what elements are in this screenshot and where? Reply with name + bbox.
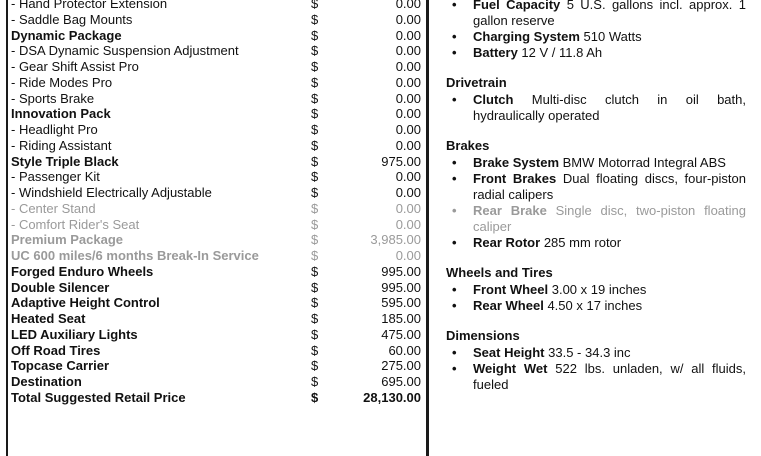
price-amount: 975.00 bbox=[381, 153, 421, 169]
price-label: Dynamic Package bbox=[11, 27, 122, 43]
price-currency: $ bbox=[311, 153, 319, 169]
spec-item bbox=[446, 298, 746, 314]
spec-item bbox=[446, 29, 746, 45]
wheels-list bbox=[446, 282, 746, 314]
spec-detail: Multi-disc clutch in oil bath, hydraulically operated bbox=[473, 92, 746, 123]
price-currency: $ bbox=[311, 295, 319, 311]
spec-item bbox=[446, 92, 746, 124]
price-amount: 0.00 bbox=[395, 137, 421, 153]
spec-item bbox=[446, 235, 746, 251]
price-row bbox=[11, 122, 423, 138]
drivetrain-heading: Drivetrain bbox=[446, 75, 507, 90]
price-currency: $ bbox=[311, 248, 319, 263]
price-label: - Sports Brake bbox=[11, 90, 95, 106]
price-amount: 475.00 bbox=[381, 326, 421, 342]
spec-name: Brake System bbox=[473, 155, 559, 170]
price-row bbox=[11, 327, 423, 343]
price-label: Heated Seat bbox=[11, 311, 86, 326]
spec-item bbox=[446, 203, 746, 235]
price-label: - DSA Dynamic Suspension Adjustment bbox=[11, 43, 239, 59]
price-row bbox=[11, 169, 423, 185]
price-label: Innovation Pack bbox=[11, 106, 111, 122]
price-row bbox=[11, 248, 423, 264]
price-label: Double Silencer bbox=[11, 279, 110, 295]
price-label: Topcase Carrier bbox=[11, 358, 110, 374]
price-currency: $ bbox=[311, 311, 319, 326]
price-currency: $ bbox=[311, 90, 319, 106]
price-row bbox=[11, 295, 423, 311]
price-amount: 995.00 bbox=[381, 279, 421, 295]
spec-name: Rear Wheel bbox=[473, 298, 544, 313]
price-label: Premium Package bbox=[11, 232, 124, 248]
spec-detail: BMW Motorrad Integral ABS bbox=[562, 155, 726, 170]
price-label: - Gear Shift Assist Pro bbox=[11, 59, 139, 74]
price-currency: $ bbox=[311, 374, 319, 389]
price-currency: $ bbox=[311, 106, 319, 122]
price-currency: $ bbox=[311, 11, 319, 27]
dimensions-list bbox=[446, 345, 746, 393]
price-currency: $ bbox=[311, 342, 319, 358]
price-amount: 0.00 bbox=[395, 0, 421, 11]
price-currency: $ bbox=[311, 185, 319, 200]
wheels-heading: Wheels and Tires bbox=[446, 265, 553, 280]
price-amount: 0.00 bbox=[395, 122, 421, 137]
price-amount: 0.00 bbox=[395, 185, 421, 200]
drivetrain-list bbox=[446, 92, 746, 124]
price-currency: $ bbox=[311, 216, 319, 232]
price-currency: $ bbox=[311, 200, 319, 216]
price-row bbox=[11, 358, 423, 374]
total-currency: $ bbox=[311, 389, 319, 405]
price-label: - Ride Modes Pro bbox=[11, 74, 113, 90]
price-currency: $ bbox=[311, 358, 319, 374]
price-label: - Passenger Kit bbox=[11, 169, 100, 185]
total-amount: 28,130.00 bbox=[363, 389, 421, 405]
spec-detail: Single disc, two-piston floating caliper bbox=[473, 203, 746, 234]
price-currency: $ bbox=[311, 326, 319, 342]
spec-item bbox=[446, 0, 746, 29]
spec-detail: 522 lbs. unladen, w/ all fluids, fueled bbox=[473, 361, 746, 392]
price-currency: $ bbox=[311, 279, 319, 295]
total-label: Total Suggested Retail Price bbox=[11, 389, 186, 405]
price-label: Off Road Tires bbox=[11, 342, 101, 358]
spec-name: Clutch bbox=[473, 92, 514, 107]
price-amount: 0.00 bbox=[395, 248, 421, 263]
price-amount: 995.00 bbox=[381, 263, 421, 279]
spec-sheet bbox=[446, 0, 746, 393]
price-row bbox=[11, 12, 423, 28]
price-amount: 0.00 bbox=[395, 106, 421, 122]
price-label: - Hand Protector Extension bbox=[11, 0, 168, 11]
price-label: UC 600 miles/6 months Break-In Service bbox=[11, 248, 259, 263]
price-row bbox=[11, 264, 423, 280]
price-row bbox=[11, 43, 423, 59]
brakes-list bbox=[446, 155, 746, 251]
price-currency: $ bbox=[311, 263, 319, 279]
price-row bbox=[11, 280, 423, 296]
spec-name: Front Brakes bbox=[473, 171, 557, 186]
spec-detail: 3.00 x 19 inches bbox=[551, 282, 647, 297]
spec-name: Battery bbox=[473, 45, 518, 60]
price-currency: $ bbox=[311, 137, 319, 153]
spec-detail: 5 U.S. gallons incl. approx. 1 gallon reserve bbox=[473, 0, 746, 28]
spec-detail: 4.50 x 17 inches bbox=[547, 298, 643, 313]
spec-name: Seat Height bbox=[473, 345, 545, 360]
price-row bbox=[11, 201, 423, 217]
column-divider bbox=[426, 0, 429, 456]
spec-detail: 510 Watts bbox=[583, 29, 642, 44]
spec-name: Fuel Capacity bbox=[473, 0, 561, 12]
price-amount: 0.00 bbox=[395, 43, 421, 59]
price-currency: $ bbox=[311, 0, 319, 11]
price-row bbox=[11, 59, 423, 75]
price-currency: $ bbox=[311, 122, 319, 137]
price-label: - Comfort Rider's Seat bbox=[11, 216, 140, 232]
spec-detail: 33.5 - 34.3 inc bbox=[548, 345, 631, 360]
price-row bbox=[11, 311, 423, 327]
price-list bbox=[11, 0, 423, 406]
price-currency: $ bbox=[311, 74, 319, 90]
price-label: Style Triple Black bbox=[11, 153, 119, 169]
spec-item bbox=[446, 155, 746, 171]
spec-name: Charging System bbox=[473, 29, 580, 44]
price-row bbox=[11, 91, 423, 107]
price-amount: 185.00 bbox=[381, 311, 421, 326]
price-amount: 0.00 bbox=[395, 74, 421, 90]
price-row bbox=[11, 185, 423, 201]
price-currency: $ bbox=[311, 43, 319, 59]
price-label: - Headlight Pro bbox=[11, 122, 98, 137]
price-currency: $ bbox=[311, 27, 319, 43]
spec-detail: Dual floating discs, four-piston radial calipers bbox=[473, 171, 746, 202]
spec-detail: 12 V / 11.8 Ah bbox=[521, 45, 603, 60]
price-currency: $ bbox=[311, 59, 319, 74]
price-label: - Riding Assistant bbox=[11, 137, 112, 153]
price-row bbox=[11, 154, 423, 170]
price-amount: 0.00 bbox=[395, 169, 421, 185]
price-amount: 0.00 bbox=[395, 59, 421, 74]
price-amount: 0.00 bbox=[395, 200, 421, 216]
spec-name: Front Wheel bbox=[473, 282, 549, 297]
price-row bbox=[11, 28, 423, 44]
price-row bbox=[11, 106, 423, 122]
price-label: LED Auxiliary Lights bbox=[11, 326, 138, 342]
price-amount: 3,985.00 bbox=[370, 232, 421, 248]
price-row bbox=[11, 374, 423, 390]
spec-item bbox=[446, 345, 746, 361]
price-amount: 595.00 bbox=[381, 295, 421, 311]
price-row bbox=[11, 0, 423, 12]
price-amount: 275.00 bbox=[381, 358, 421, 374]
price-row bbox=[11, 75, 423, 91]
price-label: - Windshield Electrically Adjustable bbox=[11, 185, 212, 200]
price-amount: 0.00 bbox=[395, 27, 421, 43]
spec-item bbox=[446, 282, 746, 298]
price-label: Destination bbox=[11, 374, 82, 389]
spec-detail: 285 mm rotor bbox=[543, 235, 622, 250]
price-amount: 0.00 bbox=[395, 11, 421, 27]
electrical-list bbox=[446, 0, 746, 61]
price-label: - Center Stand bbox=[11, 200, 96, 216]
price-amount: 0.00 bbox=[395, 90, 421, 106]
spec-name: Rear Brake bbox=[473, 203, 547, 218]
price-amount: 695.00 bbox=[381, 374, 421, 389]
dimensions-heading: Dimensions bbox=[446, 328, 520, 343]
price-currency: $ bbox=[311, 232, 319, 248]
spec-item bbox=[446, 361, 746, 393]
brakes-heading: Brakes bbox=[446, 138, 490, 153]
price-rows bbox=[11, 0, 423, 390]
spec-item bbox=[446, 45, 746, 61]
price-currency: $ bbox=[311, 169, 319, 185]
total-row bbox=[11, 390, 423, 406]
price-row bbox=[11, 217, 423, 233]
price-row bbox=[11, 232, 423, 248]
spec-item bbox=[446, 171, 746, 203]
spec-name: Weight Wet bbox=[473, 361, 548, 376]
price-label: - Saddle Bag Mounts bbox=[11, 11, 133, 27]
price-amount: 0.00 bbox=[395, 216, 421, 232]
price-row bbox=[11, 343, 423, 359]
price-label: Adaptive Height Control bbox=[11, 295, 160, 311]
price-label: Forged Enduro Wheels bbox=[11, 263, 154, 279]
price-amount: 60.00 bbox=[388, 342, 421, 358]
left-page-border bbox=[6, 0, 8, 456]
spec-name: Rear Rotor bbox=[473, 235, 541, 250]
price-row bbox=[11, 138, 423, 154]
